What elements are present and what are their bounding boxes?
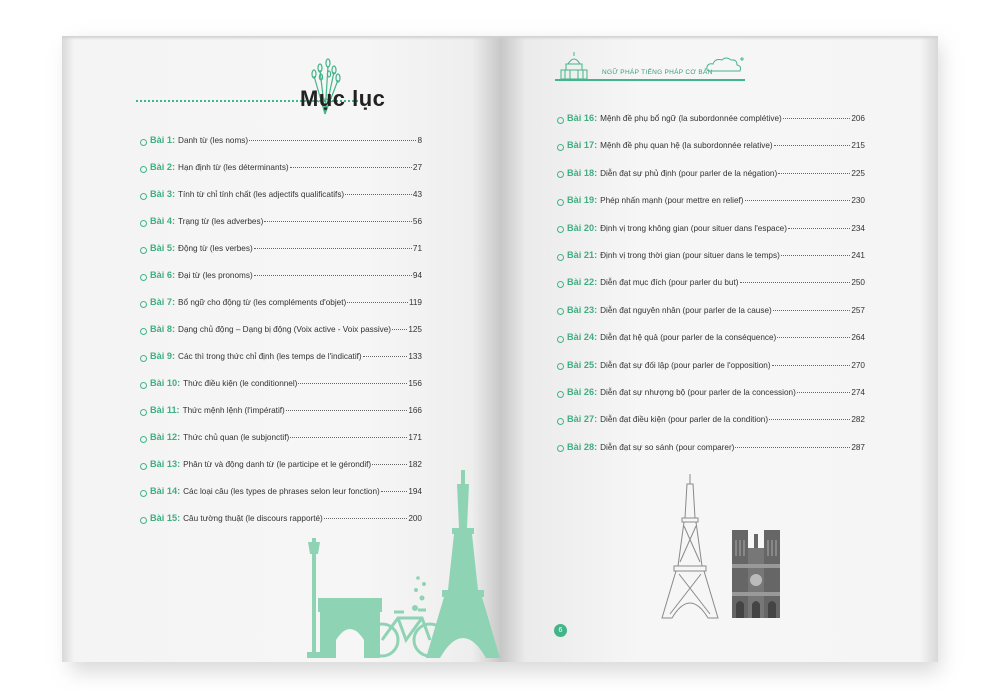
dot-leader: [363, 356, 408, 357]
page-ref: 200: [408, 514, 422, 523]
bullet-icon: [557, 391, 564, 398]
bullet-icon: [140, 463, 147, 470]
page-ref: 215: [851, 141, 865, 151]
lesson-number: Bài 22:: [567, 277, 598, 288]
dot-leader: [347, 302, 408, 303]
lesson-title: Động từ (les verbes): [178, 244, 253, 253]
lesson-number: Bài 23:: [567, 304, 598, 315]
dot-leader: [249, 140, 416, 141]
bullet-icon: [140, 220, 147, 227]
page-ref: 230: [851, 196, 865, 206]
bullet-icon: [140, 382, 147, 389]
lesson-number: Bài 5:: [150, 243, 176, 253]
page-ref: 270: [851, 360, 865, 370]
bullet-icon: [140, 247, 147, 254]
toc-entry: [140, 189, 422, 203]
page-ref: 234: [851, 223, 865, 233]
dot-leader: [290, 437, 407, 438]
dot-leader: [286, 410, 408, 411]
book-running-header: NGỮ PHÁP TIẾNG PHÁP CƠ BẢN: [602, 69, 713, 76]
toc-entry: [557, 277, 865, 291]
bullet-icon: [140, 301, 147, 308]
dot-leader: [781, 255, 851, 256]
toc-entry: [140, 351, 422, 365]
page-ref: 182: [408, 460, 422, 469]
lesson-title: Câu tường thuật (le discours rapporté): [183, 514, 323, 523]
lesson-title: Thức mệnh lệnh (l'impératif): [182, 406, 285, 415]
bullet-icon: [140, 166, 147, 173]
toc-entry: [557, 223, 865, 237]
bullet-icon: [557, 308, 564, 315]
lesson-number: Bài 24:: [567, 332, 598, 343]
lesson-number: Bài 2:: [150, 162, 176, 172]
lesson-number: Bài 21:: [567, 250, 598, 260]
bullet-icon: [557, 144, 564, 151]
lesson-number: Bài 16:: [567, 113, 598, 123]
eiffel-tower-icon: [426, 470, 500, 658]
lesson-title: Diễn đạt mục đích (pour parler du but): [600, 278, 739, 288]
dot-leader: [392, 329, 407, 330]
bullet-icon: [557, 226, 564, 233]
page-ref: 250: [851, 278, 865, 288]
header-divider: [555, 79, 745, 81]
dot-leader: [797, 392, 851, 393]
page-ref: 119: [408, 298, 422, 307]
lesson-number: Bài 14:: [150, 486, 181, 496]
toc-entry: [140, 297, 422, 311]
lesson-number: Bài 25:: [567, 359, 598, 370]
lesson-title: Các thì trong thức chỉ định (les temps de l'indicatif): [178, 352, 362, 361]
dot-leader: [774, 145, 851, 146]
lesson-number: Bài 10:: [150, 378, 181, 388]
bullet-icon: [557, 281, 564, 288]
lesson-title: Mệnh đề phụ quan hệ (la subordonnée relative): [600, 141, 773, 151]
bullet-icon: [557, 254, 564, 261]
bullet-icon: [140, 274, 147, 281]
paris-illustration: [290, 468, 500, 663]
lesson-title: Dạng chủ động – Dạng bị động (Voix active - Voix passive): [178, 325, 392, 334]
lesson-title: Trạng từ (les adverbes): [178, 217, 264, 226]
page-ref: 27: [412, 163, 422, 172]
lesson-number: Bài 18:: [567, 167, 598, 178]
lesson-title: Định vị trong không gian (pour situer dans l'espace): [600, 223, 787, 233]
lesson-title: Diễn đạt sự nhượng bộ (pour parler de la concession): [600, 388, 796, 397]
dot-leader: [783, 118, 851, 119]
toc-entry: [140, 324, 422, 338]
dot-leader: [345, 194, 412, 195]
lesson-title: Các loại câu (les types de phrases selon leur fonction): [183, 487, 380, 496]
dot-leader: [290, 167, 412, 168]
page-ref: 257: [851, 305, 865, 315]
toc-entry: [557, 414, 865, 428]
lesson-number: Bài 13:: [150, 459, 181, 469]
dot-leader: [740, 282, 851, 283]
lesson-title: Phân từ và động danh từ (le participe et le gérondif): [183, 460, 372, 469]
page-ref: 171: [408, 433, 422, 442]
lesson-number: Bài 26:: [567, 387, 598, 397]
notre-dame-icon: [732, 530, 780, 618]
dot-leader: [298, 383, 407, 384]
page-title: Mục lục: [300, 86, 386, 111]
bullet-icon: [557, 171, 564, 178]
page-ref: 71: [412, 244, 422, 253]
lesson-number: Bài 20:: [567, 222, 598, 233]
page-ref: 8: [417, 136, 422, 145]
page-ref: 94: [412, 271, 422, 280]
page-ref: 43: [412, 190, 422, 199]
toc-entry: [140, 135, 422, 149]
bullet-icon: [140, 139, 147, 146]
dot-leader: [777, 337, 850, 338]
page-ref: 241: [851, 251, 865, 260]
toc-entry: [557, 442, 865, 456]
page-ref: 156: [408, 379, 422, 388]
lesson-number: Bài 17:: [567, 140, 598, 151]
lesson-title: Diễn đạt sự đối lập (pour parler de l'opposition): [600, 360, 771, 370]
cloud-icon: [704, 55, 744, 75]
lesson-number: Bài 11:: [150, 405, 180, 415]
toc-entry: [140, 378, 422, 392]
lesson-number: Bài 3:: [150, 189, 176, 199]
bullet-icon: [140, 436, 147, 443]
lesson-title: Diễn đạt sự phủ định (pour parler de la négation): [600, 168, 778, 178]
page-ref: 264: [851, 333, 865, 343]
eiffel-tower-icon: [662, 474, 718, 618]
toc-entry: [140, 216, 422, 230]
lesson-number: Bài 1:: [150, 135, 176, 145]
page-ref: 287: [851, 442, 865, 452]
page-ref: 133: [408, 352, 422, 361]
lesson-title: Phép nhấn mạnh (pour mettre en relief): [600, 196, 744, 206]
lesson-title: Diễn đạt hệ quả (pour parler de la conséquence): [600, 333, 777, 343]
dot-leader: [773, 310, 851, 311]
page-ref: 282: [851, 415, 865, 425]
bullet-icon: [140, 328, 147, 335]
lesson-title: Danh từ (les noms): [178, 136, 249, 145]
page-top-edge: [62, 36, 938, 40]
lesson-title: Hạn định từ (les déterminants): [178, 163, 289, 172]
toc-entry: [140, 270, 422, 284]
bullet-icon: [140, 355, 147, 362]
toc-entry: [140, 405, 422, 419]
toc-entry: [557, 305, 865, 319]
landmarks-illustration: [660, 470, 790, 620]
lesson-title: Mệnh đề phụ bổ ngữ (la subordonnée complétive): [600, 114, 782, 123]
lesson-number: Bài 7:: [150, 297, 176, 307]
lesson-number: Bài 19:: [567, 195, 598, 206]
dot-leader: [778, 173, 850, 174]
toc-entry: [557, 195, 865, 209]
lesson-title: Định vị trong thời gian (pour situer dans le temps): [600, 251, 780, 260]
dot-leader: [735, 447, 850, 448]
page-ref: 274: [851, 388, 865, 397]
bullet-icon: [140, 193, 147, 200]
bullet-icon: [557, 199, 564, 206]
page-ref: 56: [412, 217, 422, 226]
page-ref: 225: [851, 168, 865, 178]
bullet-icon: [140, 517, 147, 524]
dot-leader: [769, 419, 850, 420]
lesson-number: Bài 12:: [150, 432, 181, 442]
lesson-title: Diễn đạt sự so sánh (pour comparer): [600, 442, 735, 452]
lesson-title: Bổ ngữ cho động từ (les compléments d'objet): [178, 298, 347, 307]
page-number: 6: [554, 624, 567, 637]
toc-entry: [557, 113, 865, 127]
lesson-title: Thức chủ quan (le subjonctif): [183, 433, 290, 442]
page-ref: 125: [408, 325, 422, 334]
bullet-icon: [557, 336, 564, 343]
toc-entry: [557, 332, 865, 346]
dot-leader: [254, 248, 412, 249]
lesson-title: Tính từ chỉ tính chất (les adjectifs qualificatifs): [178, 190, 345, 199]
page-ref: 206: [851, 114, 865, 123]
dot-leader: [745, 200, 851, 201]
toc-entry: [140, 162, 422, 176]
toc-entry: [140, 432, 422, 446]
page-ref: 166: [408, 406, 422, 415]
dot-leader: [788, 228, 850, 229]
toc-entry: [557, 250, 865, 264]
bullet-icon: [140, 409, 147, 416]
toc-entry: [557, 387, 865, 401]
bullet-icon: [557, 445, 564, 452]
lesson-number: Bài 4:: [150, 216, 176, 226]
toc-entry: [557, 360, 865, 374]
lesson-title: Thức điều kiện (le conditionnel): [183, 379, 298, 388]
lesson-number: Bài 27:: [567, 414, 598, 425]
lesson-number: Bài 15:: [150, 513, 181, 523]
lesson-title: Đại từ (les pronoms): [178, 271, 253, 280]
lesson-number: Bài 9:: [150, 351, 176, 361]
bullet-icon: [557, 117, 564, 124]
bullet-icon: [557, 418, 564, 425]
bullet-icon: [140, 490, 147, 497]
dot-leader: [372, 464, 407, 465]
toc-entry: [140, 243, 422, 257]
dot-leader: [772, 365, 851, 366]
toc-entry: [557, 140, 865, 154]
lesson-number: Bài 8:: [150, 324, 176, 334]
lesson-title: Diễn đạt điều kiện (pour parler de la condition): [600, 415, 769, 425]
page-ref: 194: [408, 487, 422, 496]
lesson-number: Bài 28:: [567, 441, 598, 452]
dot-leader: [264, 221, 412, 222]
building-icon: [557, 50, 591, 80]
toc-entry: [557, 168, 865, 182]
bullet-icon: [557, 363, 564, 370]
dot-leader: [254, 275, 412, 276]
lesson-number: Bài 6:: [150, 270, 176, 280]
lesson-title: Diễn đạt nguyên nhân (pour parler de la cause): [600, 305, 772, 315]
